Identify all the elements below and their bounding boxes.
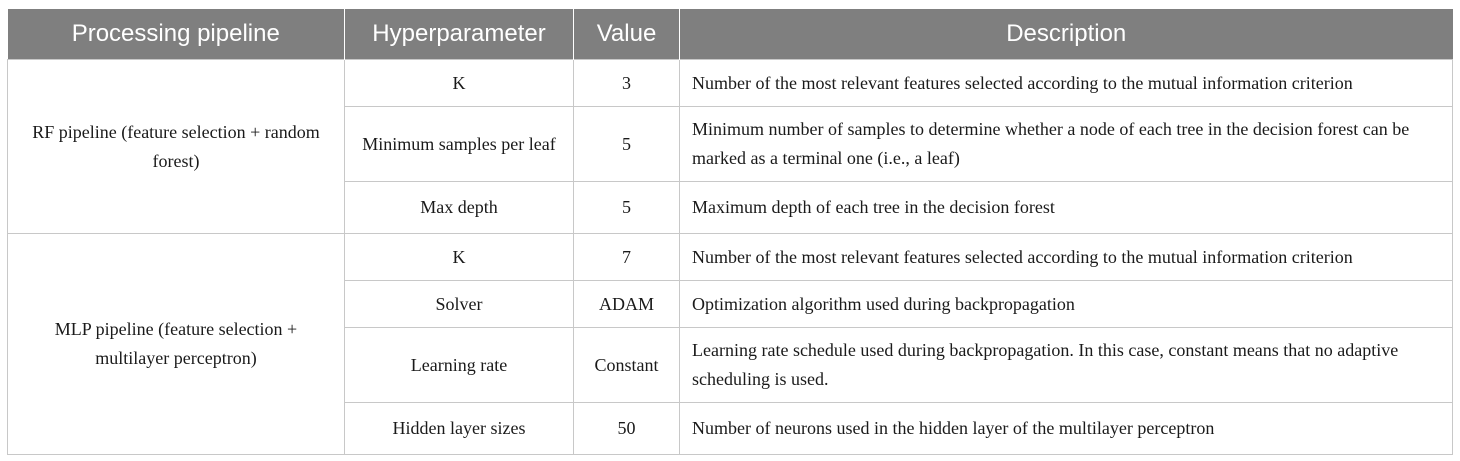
description-cell: Minimum number of samples to determine whether a node of each tree in the decision forest can be marked as a terminal one (i.e., a leaf) [680,107,1453,182]
pipeline-cell-mlp: MLP pipeline (feature selection + multilayer perceptron) [8,234,345,455]
header-value: Value [574,9,680,60]
description-cell: Number of the most relevant features selected according to the mutual information criterion [680,60,1453,107]
value-cell: 7 [574,234,680,281]
table-row [8,60,1453,107]
hyperparameter-cell: K [345,234,574,281]
hyperparameter-cell: Learning rate [345,328,574,403]
value-cell: ADAM [574,281,680,328]
pipeline-cell-rf: RF pipeline (feature selection + random forest) [8,60,345,234]
description-cell: Optimization algorithm used during backpropagation [680,281,1453,328]
description-cell: Learning rate schedule used during backpropagation. In this case, constant means that no adaptive scheduling is used. [680,328,1453,403]
header-description: Description [680,9,1453,60]
description-cell: Number of the most relevant features selected according to the mutual information criterion [680,234,1453,281]
hyperparameter-cell: Solver [345,281,574,328]
hyperparameter-cell: K [345,60,574,107]
value-cell: 5 [574,182,680,234]
value-cell: Constant [574,328,680,403]
description-cell: Maximum depth of each tree in the decision forest [680,182,1453,234]
description-cell: Number of neurons used in the hidden layer of the multilayer perceptron [680,403,1453,455]
hyperparameter-cell: Max depth [345,182,574,234]
value-cell: 50 [574,403,680,455]
hyperparameter-cell: Minimum samples per leaf [345,107,574,182]
header-processing-pipeline: Processing pipeline [8,9,345,60]
hyperparameter-table [7,9,1453,455]
hyperparameter-cell: Hidden layer sizes [345,403,574,455]
header-hyperparameter: Hyperparameter [345,9,574,60]
table-header-row [8,9,1453,60]
value-cell: 3 [574,60,680,107]
table-row [8,234,1453,281]
value-cell: 5 [574,107,680,182]
